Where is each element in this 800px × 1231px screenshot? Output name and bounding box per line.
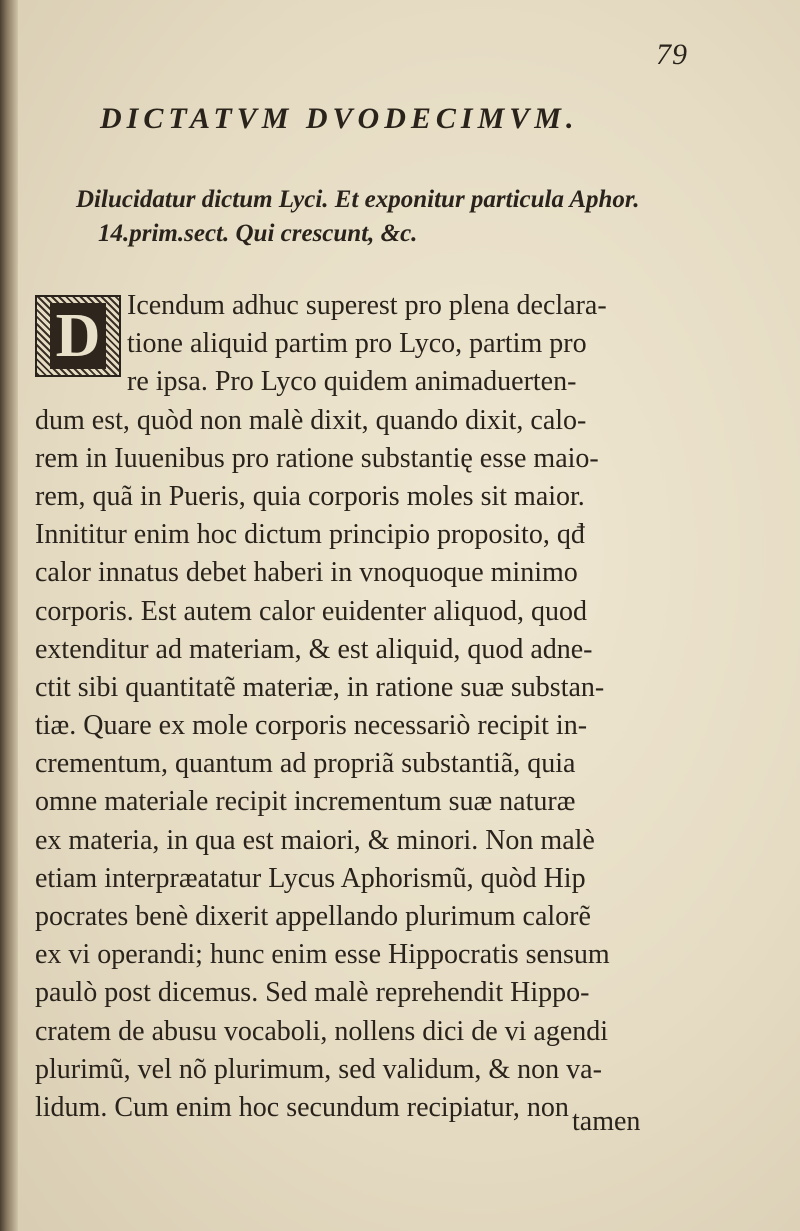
text-line: plurimũ, vel nõ plurimum, sed validum, & non va- <box>35 1053 602 1085</box>
chapter-heading: DICTATVM DVODECIMVM. <box>100 102 579 135</box>
text-line: tione aliquid partim pro Lyco, partim pro <box>127 328 587 360</box>
text-line: Icendum adhuc superest pro plena declara- <box>127 290 607 321</box>
text-line: ex vi operandi; hunc enim esse Hippocratis sensum <box>35 939 610 971</box>
text-line: crementum, quantum ad propriã substantiã, quia <box>35 748 576 780</box>
text-line: re ipsa. Pro Lyco quidem animaduerten- <box>127 366 577 398</box>
text-line: omne materiale recipit incrementum suæ naturæ <box>35 786 576 818</box>
catchword: tamen <box>572 1106 641 1137</box>
body-text <box>35 287 703 1127</box>
initial-letter: D <box>50 303 107 369</box>
text-line: ex materia, in qua est maiori, & minori. Non malè <box>35 824 595 856</box>
text-line: dum est, quòd non malè dixit, quando dixit, calo- <box>35 404 587 436</box>
page-number: 79 <box>656 38 688 71</box>
binding-gutter <box>0 0 18 1231</box>
text-line: lidum. Cum enim hoc secundum recipiatur, non <box>35 1091 569 1123</box>
chapter-summary: Dilucidatur dictum Lyci. Et exponitur particula Aphor. 14.prim.sect. Qui crescunt, &c. <box>76 186 640 247</box>
text-line: extenditur ad materiam, & est aliquid, quod adne- <box>35 633 593 665</box>
text-line: rem in Iuuenibus pro ratione substantię esse maio- <box>35 442 599 474</box>
text-line: corporis. Est autem calor euidenter aliquod, quod <box>35 595 588 627</box>
text-line: ctit sibi quantitatẽ materiæ, in ratione suæ substan- <box>35 671 605 703</box>
text-line: etiam interpræatatur Lycus Aphorismũ, quòd Hip <box>35 862 586 894</box>
text-line: pocrates benè dixerit appellando plurimum calorẽ <box>35 901 591 932</box>
text-line: cratem de abusu vocaboli, nollens dici de vi agendi <box>35 1015 609 1047</box>
text-line: rem, quã in Pueris, quia corporis moles sit maior. <box>35 480 585 512</box>
text-line: Innititur enim hoc dictum principio proposito, qđ <box>35 519 585 551</box>
text-line: calor innatus debet haberi in vnoquoque minimo <box>35 557 578 589</box>
text-line: paulò post dicemus. Sed malè reprehendit Hippo- <box>35 977 590 1009</box>
text-line: tiæ. Quare ex mole corporis necessariò recipit in- <box>35 710 588 742</box>
